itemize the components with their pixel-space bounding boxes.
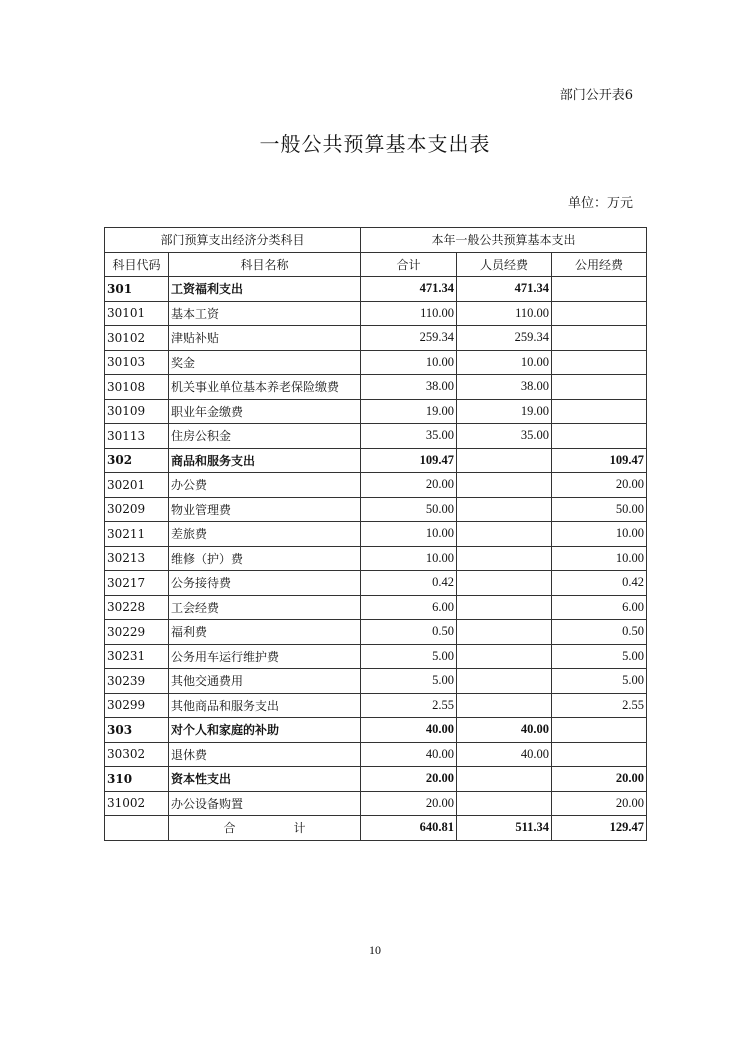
row-name: 资本性支出 bbox=[169, 767, 361, 792]
table-row bbox=[105, 448, 647, 473]
page-number: 10 bbox=[369, 943, 381, 957]
page-title: 一般公共预算基本支出表 bbox=[259, 132, 491, 156]
row-name: 机关事业单位基本养老保险缴费 bbox=[169, 375, 361, 400]
row-name: 办公费 bbox=[169, 473, 361, 498]
table-row bbox=[105, 791, 647, 816]
table-number: 部门公开表6 bbox=[559, 88, 633, 103]
table-row bbox=[105, 669, 647, 694]
row-name: 基本工资 bbox=[169, 301, 361, 326]
table-row bbox=[105, 399, 647, 424]
row-public bbox=[552, 424, 647, 449]
column-header-name: 科目名称 bbox=[169, 252, 361, 277]
row-public: 0.50 bbox=[552, 620, 647, 645]
total-sum: 640.81 bbox=[361, 816, 457, 841]
row-total: 50.00 bbox=[361, 497, 457, 522]
group-header-basic-expenditure: 本年一般公共预算基本支出 bbox=[361, 228, 647, 253]
row-code: 302 bbox=[105, 448, 169, 473]
row-public: 109.47 bbox=[552, 448, 647, 473]
row-code: 31002 bbox=[105, 791, 169, 816]
row-total: 0.42 bbox=[361, 571, 457, 596]
row-code: 30102 bbox=[105, 326, 169, 351]
row-code: 30109 bbox=[105, 399, 169, 424]
table-row bbox=[105, 595, 647, 620]
table-row bbox=[105, 571, 647, 596]
row-total: 10.00 bbox=[361, 522, 457, 547]
row-name: 其他交通费用 bbox=[169, 669, 361, 694]
table-row bbox=[105, 326, 647, 351]
row-code: 30201 bbox=[105, 473, 169, 498]
total-label: 合 计 bbox=[169, 816, 361, 841]
row-total: 109.47 bbox=[361, 448, 457, 473]
row-public: 20.00 bbox=[552, 791, 647, 816]
table-row bbox=[105, 424, 647, 449]
row-public: 20.00 bbox=[552, 473, 647, 498]
row-personnel bbox=[457, 791, 552, 816]
row-public bbox=[552, 326, 647, 351]
row-public: 50.00 bbox=[552, 497, 647, 522]
row-public: 10.00 bbox=[552, 522, 647, 547]
row-personnel: 40.00 bbox=[457, 718, 552, 743]
row-name: 福利费 bbox=[169, 620, 361, 645]
row-code: 30209 bbox=[105, 497, 169, 522]
row-personnel bbox=[457, 644, 552, 669]
row-name: 差旅费 bbox=[169, 522, 361, 547]
row-total: 40.00 bbox=[361, 742, 457, 767]
row-personnel bbox=[457, 693, 552, 718]
row-name: 物业管理费 bbox=[169, 497, 361, 522]
table-row bbox=[105, 301, 647, 326]
row-name: 职业年金缴费 bbox=[169, 399, 361, 424]
unit-label: 单位：万元 bbox=[567, 196, 633, 211]
row-total: 20.00 bbox=[361, 791, 457, 816]
row-code: 30229 bbox=[105, 620, 169, 645]
table-row bbox=[105, 742, 647, 767]
row-personnel: 19.00 bbox=[457, 399, 552, 424]
column-header-public: 公用经费 bbox=[552, 252, 647, 277]
row-code: 30213 bbox=[105, 546, 169, 571]
row-name: 公务用车运行维护费 bbox=[169, 644, 361, 669]
total-row bbox=[105, 816, 647, 841]
row-personnel: 10.00 bbox=[457, 350, 552, 375]
row-public bbox=[552, 742, 647, 767]
row-public bbox=[552, 399, 647, 424]
row-total: 19.00 bbox=[361, 399, 457, 424]
row-personnel bbox=[457, 522, 552, 547]
row-total: 40.00 bbox=[361, 718, 457, 743]
row-name: 商品和服务支出 bbox=[169, 448, 361, 473]
row-personnel bbox=[457, 571, 552, 596]
row-personnel bbox=[457, 473, 552, 498]
row-code: 303 bbox=[105, 718, 169, 743]
row-public: 0.42 bbox=[552, 571, 647, 596]
row-public: 5.00 bbox=[552, 644, 647, 669]
row-name: 办公设备购置 bbox=[169, 791, 361, 816]
row-total: 10.00 bbox=[361, 350, 457, 375]
row-code: 30302 bbox=[105, 742, 169, 767]
row-public bbox=[552, 375, 647, 400]
row-personnel: 471.34 bbox=[457, 277, 552, 302]
row-name: 退休费 bbox=[169, 742, 361, 767]
row-total: 20.00 bbox=[361, 767, 457, 792]
row-personnel: 35.00 bbox=[457, 424, 552, 449]
table-row bbox=[105, 497, 647, 522]
row-total: 35.00 bbox=[361, 424, 457, 449]
row-total: 0.50 bbox=[361, 620, 457, 645]
row-public: 2.55 bbox=[552, 693, 647, 718]
group-header-classification: 部门预算支出经济分类科目 bbox=[105, 228, 361, 253]
row-total: 471.34 bbox=[361, 277, 457, 302]
row-personnel: 40.00 bbox=[457, 742, 552, 767]
row-name: 津贴补贴 bbox=[169, 326, 361, 351]
row-public: 20.00 bbox=[552, 767, 647, 792]
row-personnel bbox=[457, 595, 552, 620]
row-name: 工资福利支出 bbox=[169, 277, 361, 302]
row-total: 110.00 bbox=[361, 301, 457, 326]
row-total: 38.00 bbox=[361, 375, 457, 400]
table-row bbox=[105, 277, 647, 302]
row-code: 30299 bbox=[105, 693, 169, 718]
row-total: 20.00 bbox=[361, 473, 457, 498]
row-personnel bbox=[457, 448, 552, 473]
row-name: 维修（护）费 bbox=[169, 546, 361, 571]
row-public bbox=[552, 301, 647, 326]
budget-table bbox=[104, 227, 647, 841]
row-total: 259.34 bbox=[361, 326, 457, 351]
table-row bbox=[105, 473, 647, 498]
column-header-code: 科目代码 bbox=[105, 252, 169, 277]
row-personnel bbox=[457, 497, 552, 522]
row-code: 30228 bbox=[105, 595, 169, 620]
row-personnel bbox=[457, 669, 552, 694]
row-public: 10.00 bbox=[552, 546, 647, 571]
row-name: 对个人和家庭的补助 bbox=[169, 718, 361, 743]
row-code: 30101 bbox=[105, 301, 169, 326]
table-row bbox=[105, 644, 647, 669]
row-name: 公务接待费 bbox=[169, 571, 361, 596]
table-row bbox=[105, 718, 647, 743]
row-total: 6.00 bbox=[361, 595, 457, 620]
table-row bbox=[105, 767, 647, 792]
row-public: 6.00 bbox=[552, 595, 647, 620]
row-personnel bbox=[457, 546, 552, 571]
row-total: 5.00 bbox=[361, 644, 457, 669]
row-public: 5.00 bbox=[552, 669, 647, 694]
row-name: 工会经费 bbox=[169, 595, 361, 620]
column-header-personnel: 人员经费 bbox=[457, 252, 552, 277]
row-code: 30217 bbox=[105, 571, 169, 596]
row-code: 310 bbox=[105, 767, 169, 792]
row-public bbox=[552, 350, 647, 375]
table-row bbox=[105, 350, 647, 375]
column-header-total: 合计 bbox=[361, 252, 457, 277]
row-total: 5.00 bbox=[361, 669, 457, 694]
row-public bbox=[552, 277, 647, 302]
total-personnel: 511.34 bbox=[457, 816, 552, 841]
row-name: 住房公积金 bbox=[169, 424, 361, 449]
row-name: 奖金 bbox=[169, 350, 361, 375]
row-total: 10.00 bbox=[361, 546, 457, 571]
row-code: 30103 bbox=[105, 350, 169, 375]
row-public bbox=[552, 718, 647, 743]
row-code: 301 bbox=[105, 277, 169, 302]
row-personnel: 259.34 bbox=[457, 326, 552, 351]
row-name: 其他商品和服务支出 bbox=[169, 693, 361, 718]
row-personnel bbox=[457, 767, 552, 792]
row-code: 30231 bbox=[105, 644, 169, 669]
row-code: 30113 bbox=[105, 424, 169, 449]
table-row bbox=[105, 693, 647, 718]
table-row bbox=[105, 375, 647, 400]
row-code: 30108 bbox=[105, 375, 169, 400]
row-code: 30211 bbox=[105, 522, 169, 547]
total-public: 129.47 bbox=[552, 816, 647, 841]
table-row bbox=[105, 620, 647, 645]
total-code-cell bbox=[105, 816, 169, 841]
table-row bbox=[105, 522, 647, 547]
row-personnel bbox=[457, 620, 552, 645]
row-personnel: 38.00 bbox=[457, 375, 552, 400]
table-row bbox=[105, 546, 647, 571]
row-personnel: 110.00 bbox=[457, 301, 552, 326]
row-total: 2.55 bbox=[361, 693, 457, 718]
row-code: 30239 bbox=[105, 669, 169, 694]
